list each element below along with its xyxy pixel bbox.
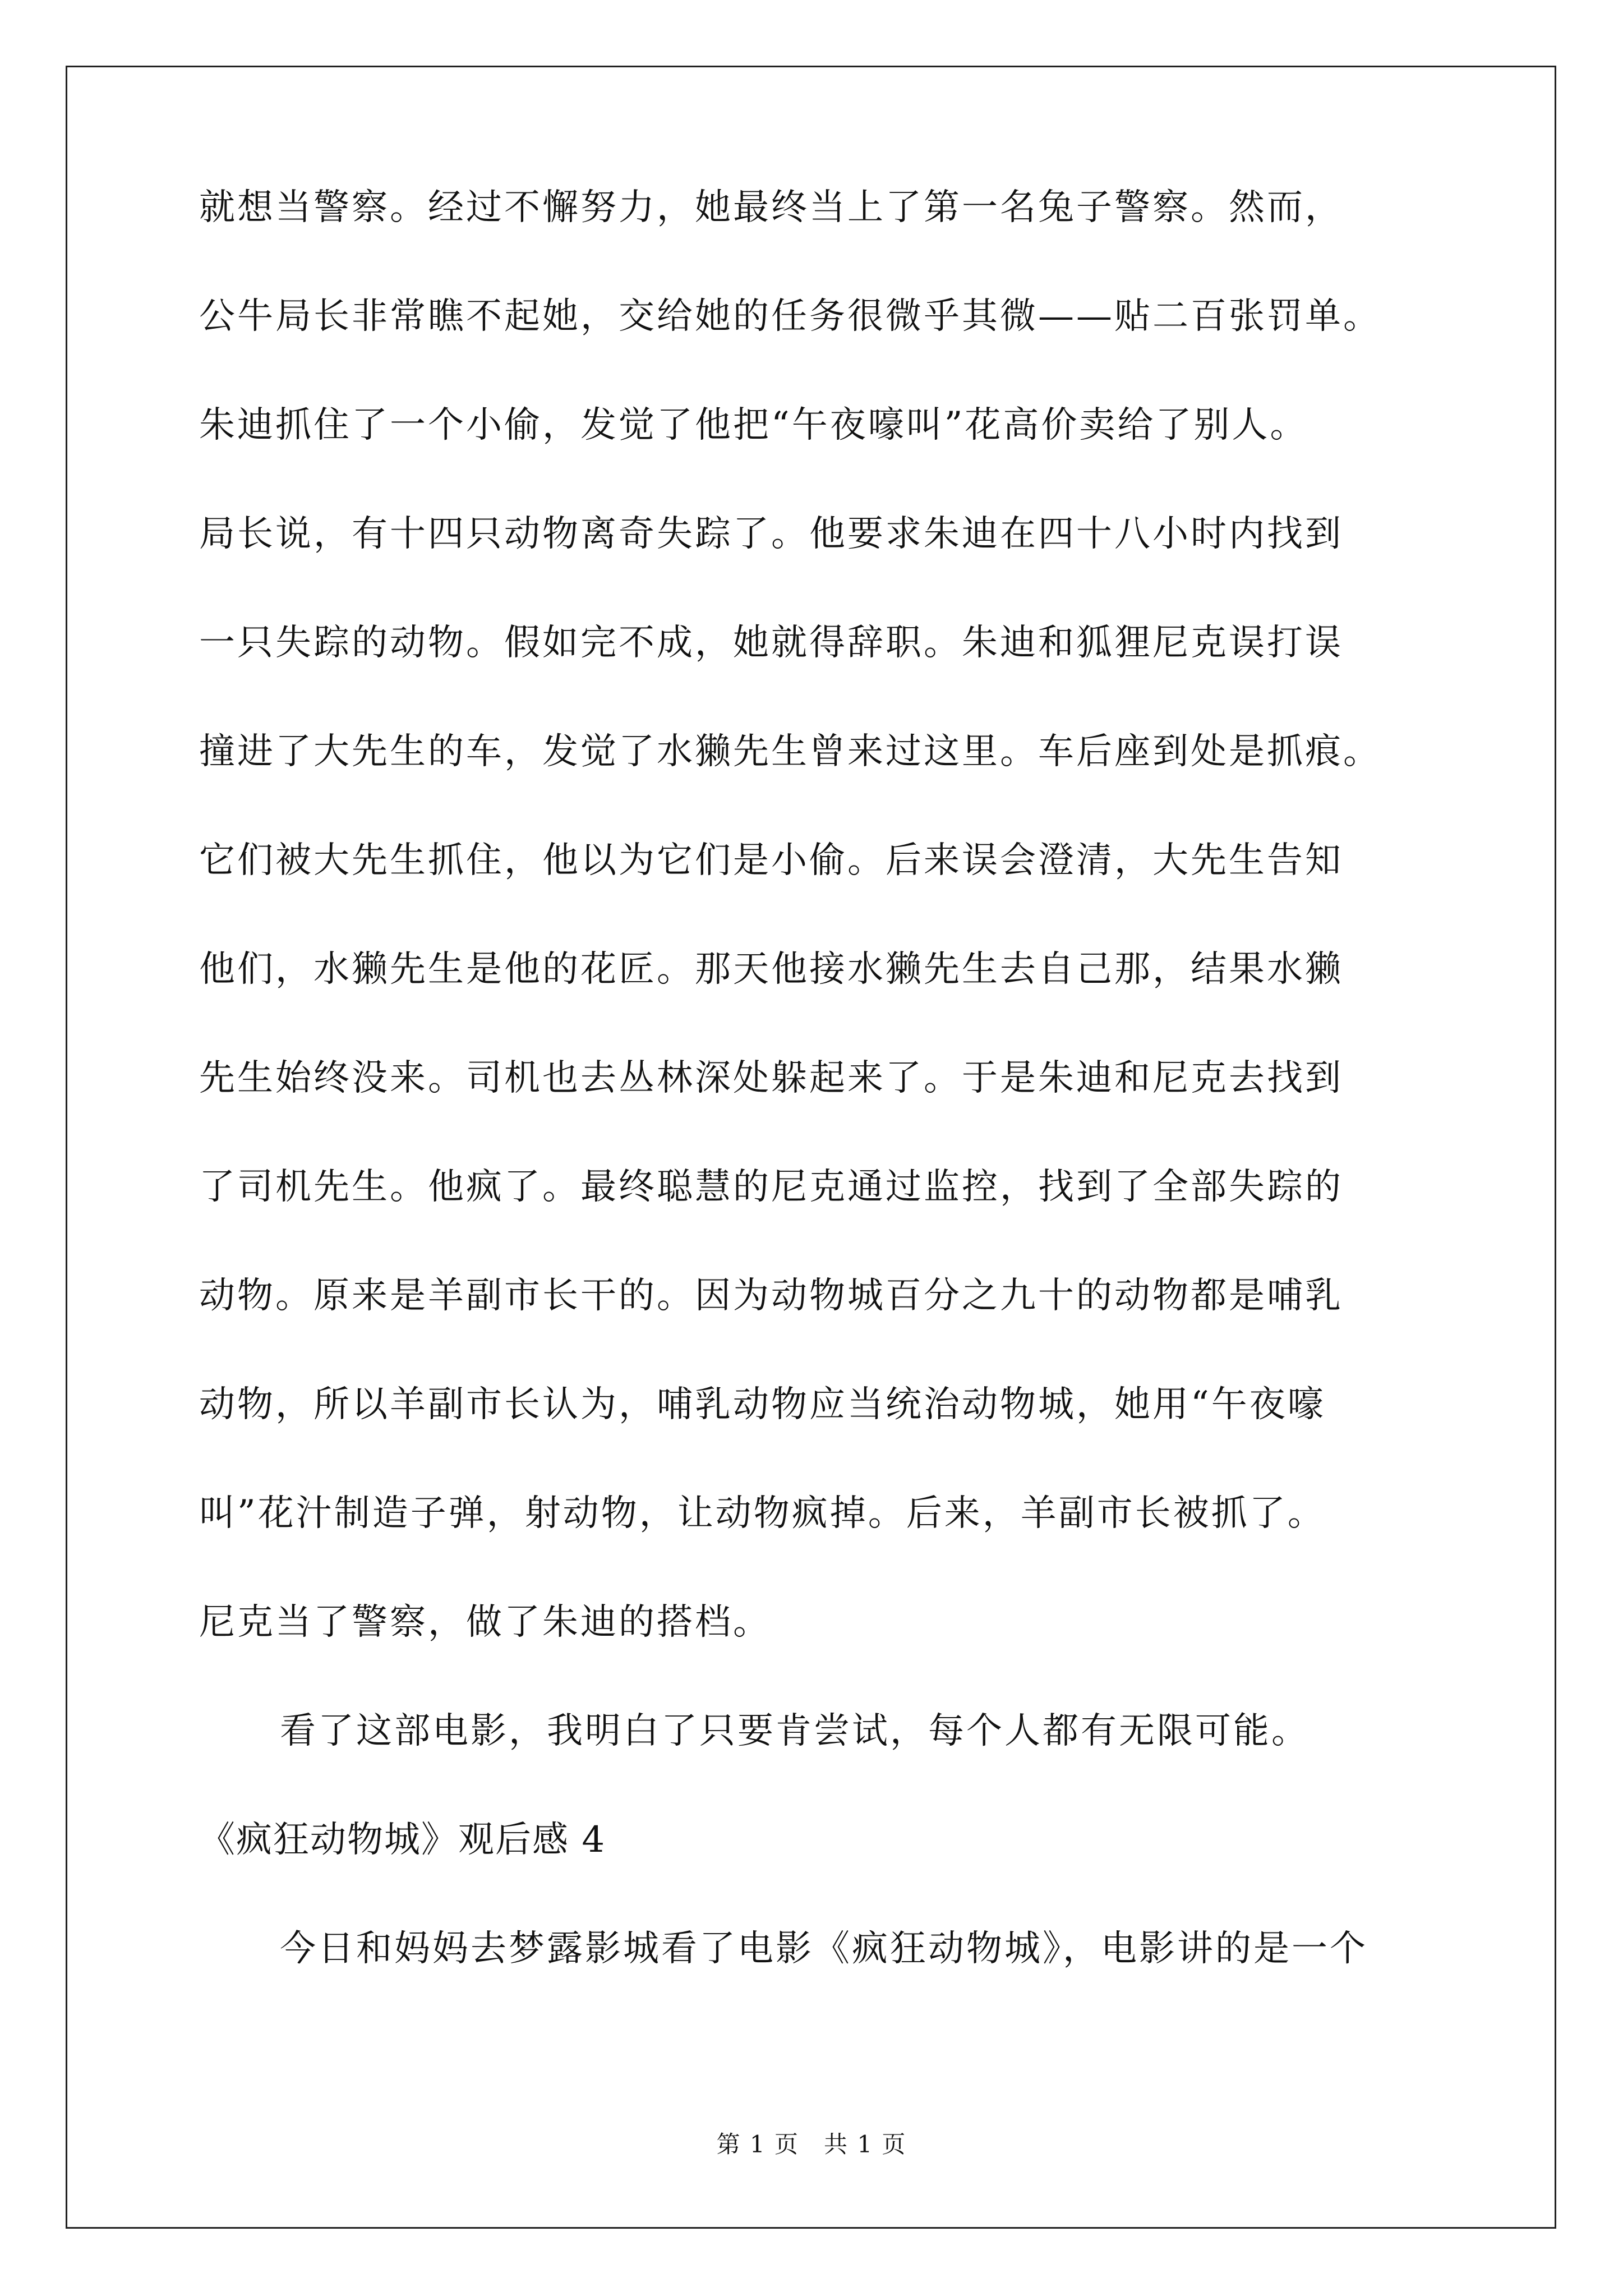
text-line: 一只失踪的动物。假如完不成，她就得辞职。朱迪和狐狸尼克误打误 <box>199 622 1343 664</box>
text-line: 他们，水獭先生是他的花匠。那天他接水獭先生去自己那，结果水獭 <box>199 949 1343 990</box>
paragraph-conclusion: 看了这部电影，我明白了只要肯尝试，每个人都有无限可能。 <box>280 1710 1310 1752</box>
text-line: 动物。原来是羊副市长干的。因为动物城百分之九十的动物都是哺乳 <box>199 1275 1343 1317</box>
paragraph-intro: 今日和妈妈去梦露影城看了电影《疯狂动物城》，电影讲的是一个 <box>280 1928 1368 1970</box>
section-heading: 《疯狂动物城》观后感 4 <box>199 1819 606 1861</box>
text-line: 局长说，有十四只动物离奇失踪了。他要求朱迪在四十八小时内找到 <box>199 513 1343 555</box>
text-line: 就想当警察。经过不懈努力，她最终当上了第一名兔子警察。然而， <box>199 187 1343 228</box>
text-line: 朱迪抓住了一个小偷，发觉了他把“午夜嚎叫”花高价卖给了别人。 <box>199 404 1308 446</box>
page-footer: 第 1 页 共 1 页 <box>716 2131 907 2158</box>
text-line: 公牛局长非常瞧不起她，交给她的任务很微乎其微——贴二百张罚单。 <box>199 296 1381 337</box>
text-line: 撞进了大先生的车，发觉了水獭先生曾来过这里。车后座到处是抓痕。 <box>199 731 1381 772</box>
text-line: 它们被大先生抓住，他以为它们是小偷。后来误会澄清，大先生告知 <box>199 840 1343 881</box>
text-line: 了司机先生。他疯了。最终聪慧的尼克通过监控，找到了全部失踪的 <box>199 1166 1343 1208</box>
text-line: 动物，所以羊副市长认为，哺乳动物应当统治动物城，她用“午夜嚎 <box>199 1384 1326 1425</box>
text-line: 叫”花汁制造子弹，射动物，让动物疯掉。后来，羊副市长被抓了。 <box>199 1493 1326 1534</box>
document-body <box>199 187 1433 2040</box>
text-line: 尼克当了警察，做了朱迪的搭档。 <box>199 1602 771 1643</box>
text-line: 先生始终没来。司机也去丛林深处躲起来了。于是朱迪和尼克去找到 <box>199 1057 1343 1099</box>
